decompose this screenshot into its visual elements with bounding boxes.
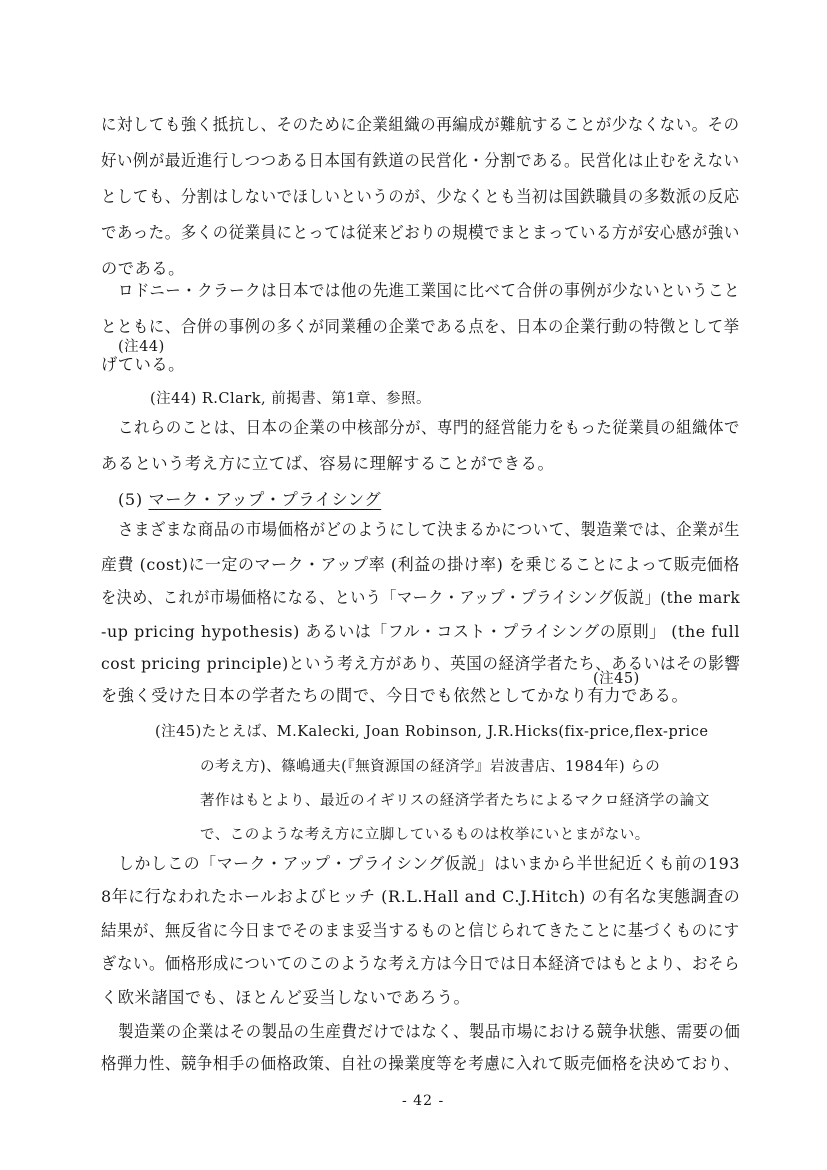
body-line: 産費 (cost)に一定のマーク・アップ率 (利益の掛け率) を乗じることによって販売価格 xyxy=(101,555,740,574)
body-line: 結果が、無反省に今日までそのまま妥当するものと信じられてきたことに基づくものにす xyxy=(101,921,740,940)
footnote-line: の考え方)、篠嶋通夫(『無資源国の経済学』岩波書店、1984年) らの xyxy=(200,759,661,775)
body-line: を決め、これが市場価格になる、という「マーク・アップ・プライシング仮説」(the mark xyxy=(101,588,741,607)
section-title: マーク・アップ・プライシング xyxy=(148,490,382,509)
body-line: とともに、合併の事例の多くが同業種の企業である点を、日本の企業行動の特徴として挙 xyxy=(101,317,740,336)
body-line: さまざまな商品の市場価格がどのようにして決まるかについて、製造業では、企業が生 xyxy=(118,520,741,539)
body-line: のである。 xyxy=(101,259,185,278)
section-number: (5) xyxy=(118,490,149,509)
body-line: cost pricing principle)という考え方があり、英国の経済学者たち、あるいはその影響 xyxy=(101,654,741,673)
body-line: であった。多くの従業員にとっては従来どおりの規模でまとまっている方が安心感が強い xyxy=(101,223,740,242)
body-line: 好い例が最近進行しつつある日本国有鉄道の民営化・分割である。民営化は止むをえない xyxy=(101,151,740,170)
footnote-line: で、このような考え方に立脚しているものは枚挙にいとまがない。 xyxy=(200,827,650,843)
section-heading xyxy=(118,492,381,508)
body-line: これらのことは、日本の企業の中核部分が、専門的経営能力をもった従業員の組織体で xyxy=(118,418,740,437)
page-number: - 42 - xyxy=(402,1093,445,1109)
body-line: 8年に行なわれたホールおよびヒッチ (R.L.Hall and C.J.Hitch) の有名な実態調査の xyxy=(101,887,741,906)
footnote-line: 著作はもとより、最近のイギリスの経済学者たちによるマクロ経済学の論文 xyxy=(200,793,710,809)
body-line: げている。 xyxy=(101,355,185,374)
footnote-line: (注45)たとえば、M.Kalecki, Joan Robinson, J.R.Hicks(fix-price,flex-price xyxy=(155,724,709,740)
body-line: としても、分割はしないでほしいというのが、少なくとも当初は国鉄職員の多数派の反応 xyxy=(101,187,740,206)
body-line: く欧米諸国でも、ほとんど妥当しないであろう。 xyxy=(101,988,471,1007)
body-line: を強く受けた日本の学者たちの間で、今日でも依然としてかなり有力である。 xyxy=(101,686,689,705)
body-line: 格弾力性、競争相手の価格政策、自社の操業度等を考慮に入れて販売価格を決めており、 xyxy=(101,1054,740,1073)
body-line: あるという考え方に立てば、容易に理解することができる。 xyxy=(101,454,555,473)
body-line: ぎない。価格形成についてのこのような考え方は今日では日本経済ではもとより、おそら xyxy=(101,954,740,973)
note-ref: (注44) xyxy=(118,339,165,355)
body-line: ロドニー・クラークは日本では他の先進工業国に比べて合併の事例が少ないということ xyxy=(118,281,741,300)
body-line: 製造業の企業はその製品の生産費だけではなく、製品市場における競争状態、需要の価 xyxy=(118,1022,741,1041)
note-ref: (注45) xyxy=(593,671,640,687)
body-line: に対しても強く抵抗し、そのために企業組織の再編成が難航することが少なくない。その xyxy=(101,115,740,134)
body-line: しかしこの「マーク・アップ・プライシング仮説」はいまから半世紀近くも前の193 xyxy=(118,854,741,873)
footnote-line: (注44) R.Clark, 前掲書、第1章、参照。 xyxy=(150,391,431,407)
body-line: -up pricing hypothesis) あるいは「フル・コスト・プライシングの原則」 (the full xyxy=(101,622,741,641)
